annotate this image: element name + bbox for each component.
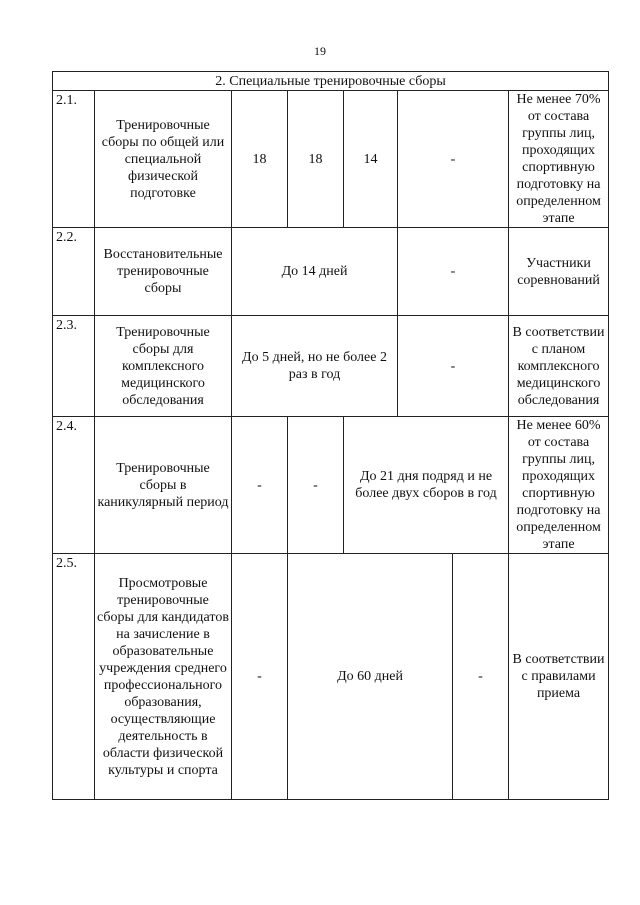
row-number: 2.5. bbox=[53, 554, 95, 800]
merged-duration-cell: До 21 дня подряд и не более двух сборов в год bbox=[344, 417, 509, 554]
section-title: 2. Специальные тренировочные сборы bbox=[53, 72, 609, 91]
row-note: В соответствии с планом комплексного медицинского обследования bbox=[509, 316, 609, 417]
row-number: 2.1. bbox=[53, 91, 95, 228]
value-cell-2: 18 bbox=[288, 91, 344, 228]
row-name: Восстановительные тренировочные сборы bbox=[95, 228, 232, 316]
row-number: 2.3. bbox=[53, 316, 95, 417]
table-row bbox=[53, 316, 609, 417]
row-name: Тренировочные сборы по общей или специальной физической подготовке bbox=[95, 91, 232, 228]
table-row bbox=[53, 554, 609, 800]
table-row bbox=[53, 417, 609, 554]
value-cell-4: - bbox=[398, 316, 509, 417]
merged-duration-cell: До 5 дней, но не более 2 раз в год bbox=[232, 316, 398, 417]
table-row bbox=[53, 228, 609, 316]
row-name: Тренировочные сборы в каникулярный период bbox=[95, 417, 232, 554]
row-note: Не менее 70% от состава группы лиц, проходящих спортивную подготовку на определенном этапе bbox=[509, 91, 609, 228]
value-cell-1: - bbox=[232, 417, 288, 554]
training-camps-table bbox=[52, 71, 609, 800]
value-cell-4: - bbox=[398, 228, 509, 316]
value-cell-1: 18 bbox=[232, 91, 288, 228]
page-number: 19 bbox=[314, 44, 326, 58]
row-number: 2.4. bbox=[53, 417, 95, 554]
section-header-row bbox=[53, 72, 609, 91]
value-cell-3: 14 bbox=[344, 91, 398, 228]
value-cell-4: - bbox=[398, 91, 509, 228]
row-name: Просмотровые тренировочные сборы для кандидатов на зачисление в образовательные учреждения среднего профессионального образования, осуществляющие деятельность в области физической культуры и спорта bbox=[95, 554, 232, 800]
table-row bbox=[53, 91, 609, 228]
merged-duration-cell: До 14 дней bbox=[232, 228, 398, 316]
value-cell-1: - bbox=[232, 554, 288, 800]
value-cell-2: - bbox=[288, 417, 344, 554]
value-cell-4: - bbox=[453, 554, 509, 800]
merged-duration-cell: До 60 дней bbox=[288, 554, 453, 800]
row-note: Участники соревнований bbox=[509, 228, 609, 316]
row-number: 2.2. bbox=[53, 228, 95, 316]
row-note: В соответствии с правилами приема bbox=[509, 554, 609, 800]
row-name: Тренировочные сборы для комплексного медицинского обследования bbox=[95, 316, 232, 417]
row-note: Не менее 60% от состава группы лиц, проходящих спортивную подготовку на определенном этапе bbox=[509, 417, 609, 554]
